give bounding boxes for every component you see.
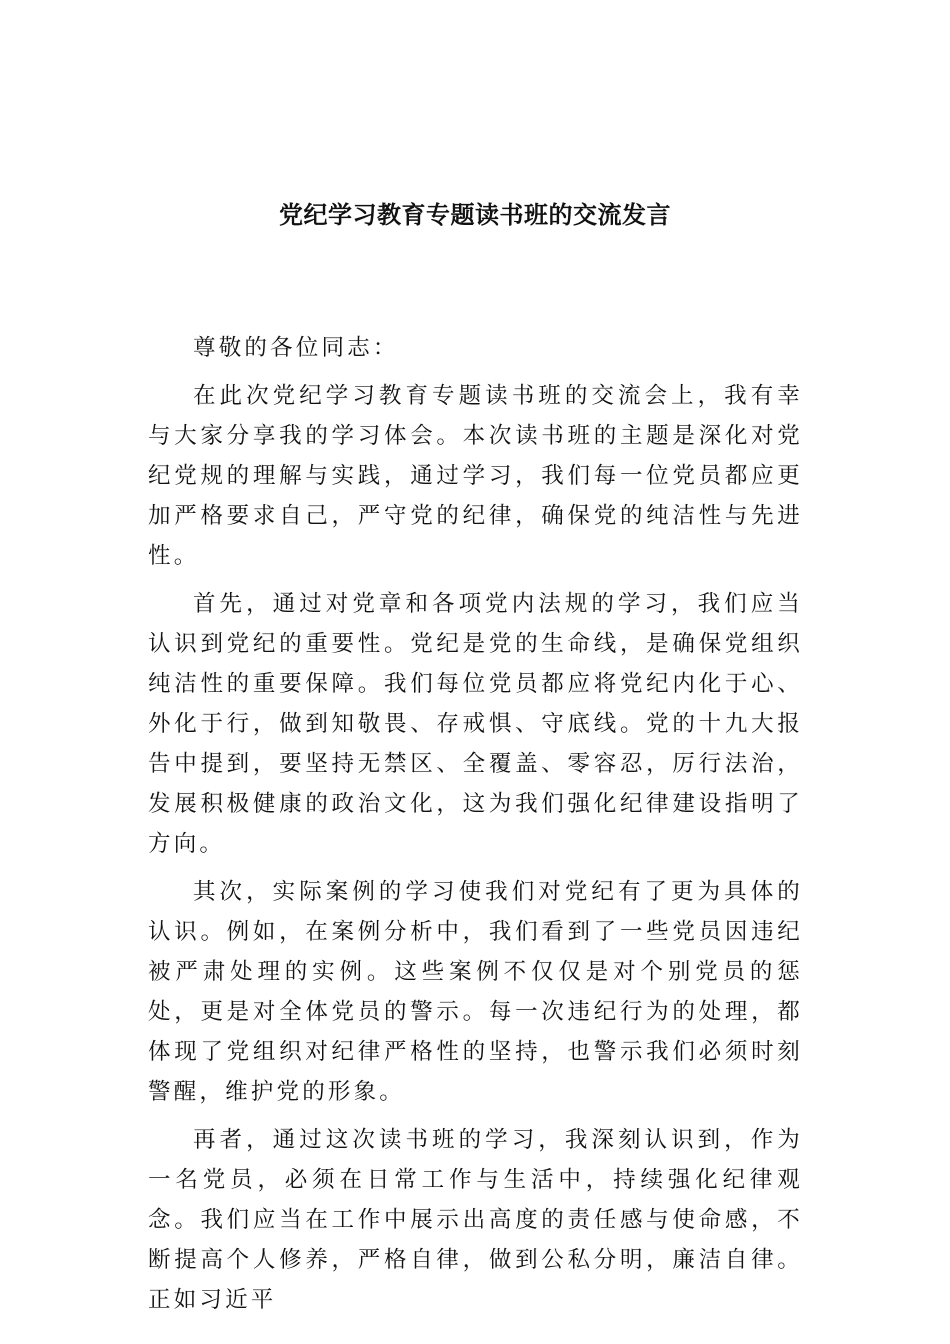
paragraph-4: 再者，通过这次读书班的学习，我深刻认识到，作为一名党员，必须在日常工作与生活中，持续强化纪律观念。我们应当在工作中展示出高度的责任感与使命感，不断提高个人修养，严格自律，做到公私分明，廉洁自律。正如习近平 — [148, 1127, 803, 1313]
paragraph-3: 其次，实际案例的学习使我们对党纪有了更为具体的认识。例如，在案例分析中，我们看到了一些党员因违纪被严肃处理的实例。这些案例不仅仅是对个别党员的惩处，更是对全体党员的警示。每一次违纪行为的处理，都体现了党组织对纪律严格性的坚持，也警示我们必须时刻警醒，维护党的形象。 — [148, 879, 803, 1105]
document-title: 党纪学习教育专题读书班的交流发言 — [279, 201, 671, 229]
paragraph-2: 首先，通过对党章和各项党内法规的学习，我们应当认识到党纪的重要性。党纪是党的生命线，是确保党组织纯洁性的重要保障。我们每位党员都应将党纪内化于心、外化于行，做到知敬畏、存戒惧、守底线。党的十九大报告中提到，要坚持无禁区、全覆盖、零容忍，厉行法治，发展积极健康的政治文化，这为我们强化纪律建设指明了方向。 — [148, 591, 803, 857]
paragraph-1: 在此次党纪学习教育专题读书班的交流会上，我有幸与大家分享我的学习体会。本次读书班的主题是深化对党纪党规的理解与实践，通过学习，我们每一位党员都应更加严格要求自己，严守党的纪律，确保党的纯洁性与先进性。 — [148, 383, 803, 569]
greeting: 尊敬的各位同志： — [193, 335, 399, 361]
document-body — [148, 328, 803, 1320]
